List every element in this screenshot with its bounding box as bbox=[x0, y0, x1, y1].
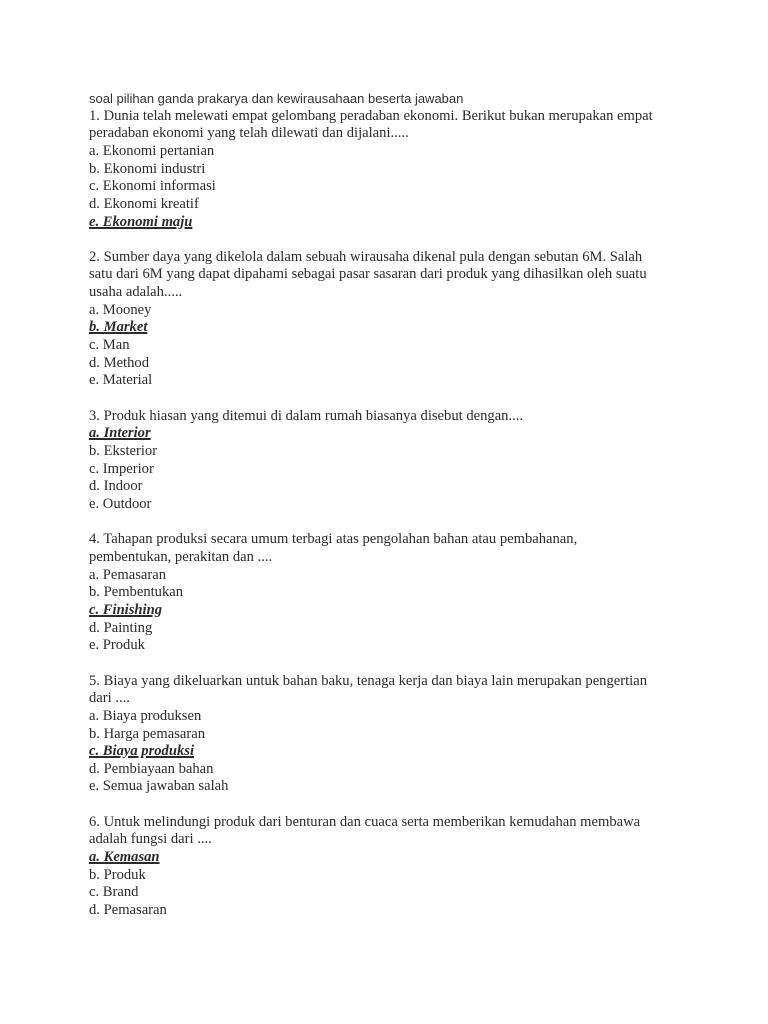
answer-option bbox=[89, 708, 689, 726]
answer-option bbox=[89, 867, 689, 885]
option-text: b. Eksterior bbox=[89, 443, 158, 460]
question-text-line: 5. Biaya yang dikeluarkan untuk bahan baku, tenaga kerja dan biaya lain merupakan pengertian bbox=[89, 672, 647, 689]
option-text: d. Indoor bbox=[89, 478, 143, 495]
option-text: a. Mooney bbox=[89, 301, 152, 318]
option-text: d. Pemasaran bbox=[89, 902, 167, 919]
answer-option bbox=[89, 355, 689, 373]
option-text: e. Material bbox=[89, 372, 153, 389]
answer-option-correct bbox=[89, 425, 689, 443]
answer-option bbox=[89, 178, 689, 196]
answer-option bbox=[89, 584, 689, 602]
option-text: b. Harga pemasaran bbox=[89, 725, 206, 742]
answer-option bbox=[89, 443, 689, 461]
answer-option bbox=[89, 143, 689, 161]
question-3 bbox=[89, 408, 689, 514]
option-text: a. Kemasan bbox=[89, 849, 160, 866]
answer-option bbox=[89, 478, 689, 496]
question-text-line: adalah fungsi dari .... bbox=[89, 831, 212, 848]
answer-option bbox=[89, 496, 689, 514]
answer-option bbox=[89, 902, 689, 920]
question-6 bbox=[89, 814, 689, 920]
option-text: c. Finishing bbox=[89, 601, 162, 618]
question-4 bbox=[89, 531, 689, 655]
answer-option bbox=[89, 637, 689, 655]
answer-option bbox=[89, 761, 689, 779]
answer-option bbox=[89, 620, 689, 638]
option-text: c. Man bbox=[89, 337, 130, 354]
answer-option-correct bbox=[89, 214, 689, 232]
question-text-line: 3. Produk hiasan yang ditemui di dalam rumah biasanya disebut dengan.... bbox=[89, 407, 524, 424]
option-text: b. Market bbox=[89, 319, 148, 336]
question-5 bbox=[89, 673, 689, 797]
question-text-line: dari .... bbox=[89, 690, 130, 707]
answer-option-correct bbox=[89, 602, 689, 620]
answer-option-correct bbox=[89, 319, 689, 337]
option-text: e. Ekonomi maju bbox=[89, 213, 193, 230]
answer-option-correct bbox=[89, 849, 689, 867]
document-title: soal pilihan ganda prakarya dan kewirausahaan beserta jawaban bbox=[89, 91, 464, 106]
option-text: d. Ekonomi kreatif bbox=[89, 195, 199, 212]
question-text-line: satu dari 6M yang dapat dipahami sebagai pasar sasaran dari produk yang dihasilkan oleh suatu bbox=[89, 266, 647, 283]
option-text: c. Brand bbox=[89, 884, 139, 901]
question-text-line: 2. Sumber daya yang dikelola dalam sebuah wirausaha dikenal pula dengan sebutan 6M. Salah bbox=[89, 248, 643, 265]
option-text: b. Produk bbox=[89, 866, 146, 883]
option-text: d. Pembiayaan bahan bbox=[89, 760, 214, 777]
question-text-line: usaha adalah..... bbox=[89, 284, 183, 301]
question-text-line: peradaban ekonomi yang telah dilewati dan dijalani..... bbox=[89, 125, 409, 142]
option-text: a. Biaya produksen bbox=[89, 707, 202, 724]
option-text: c. Biaya produksi bbox=[89, 743, 194, 760]
option-text: a. Pemasaran bbox=[89, 566, 166, 583]
answer-option bbox=[89, 196, 689, 214]
answer-option bbox=[89, 461, 689, 479]
option-text: e. Outdoor bbox=[89, 496, 152, 512]
option-text: e. Produk bbox=[89, 637, 145, 654]
option-text: c. Imperior bbox=[89, 460, 154, 477]
document-page bbox=[89, 90, 689, 937]
option-text: b. Pembentukan bbox=[89, 584, 184, 601]
option-text: b. Ekonomi industri bbox=[89, 160, 206, 177]
answer-option bbox=[89, 161, 689, 179]
question-text-line: 6. Untuk melindungi produk dari benturan dan cuaca serta memberikan kemudahan membawa bbox=[89, 813, 641, 830]
option-text: c. Ekonomi informasi bbox=[89, 178, 216, 195]
answer-option bbox=[89, 884, 689, 902]
question-1 bbox=[89, 108, 689, 232]
option-text: e. Semua jawaban salah bbox=[89, 778, 229, 795]
question-text-line: pembentukan, perakitan dan .... bbox=[89, 548, 273, 565]
answer-option bbox=[89, 778, 689, 796]
option-text: d. Painting bbox=[89, 619, 153, 636]
option-text: a. Ekonomi pertanian bbox=[89, 142, 215, 159]
question-text-line: 1. Dunia telah melewati empat gelombang peradaban ekonomi. Berikut bukan merupakan empat bbox=[89, 107, 653, 124]
answer-option bbox=[89, 567, 689, 585]
option-text: d. Method bbox=[89, 354, 149, 371]
question-text-line: 4. Tahapan produksi secara umum terbagi atas pengolahan bahan atau pembahanan, bbox=[89, 531, 578, 548]
answer-option bbox=[89, 302, 689, 320]
answer-option bbox=[89, 337, 689, 355]
answer-option bbox=[89, 372, 689, 390]
answer-option bbox=[89, 726, 689, 744]
question-list bbox=[89, 108, 689, 920]
question-2 bbox=[89, 249, 689, 390]
option-text: a. Interior bbox=[89, 425, 151, 442]
answer-option-correct bbox=[89, 743, 689, 761]
